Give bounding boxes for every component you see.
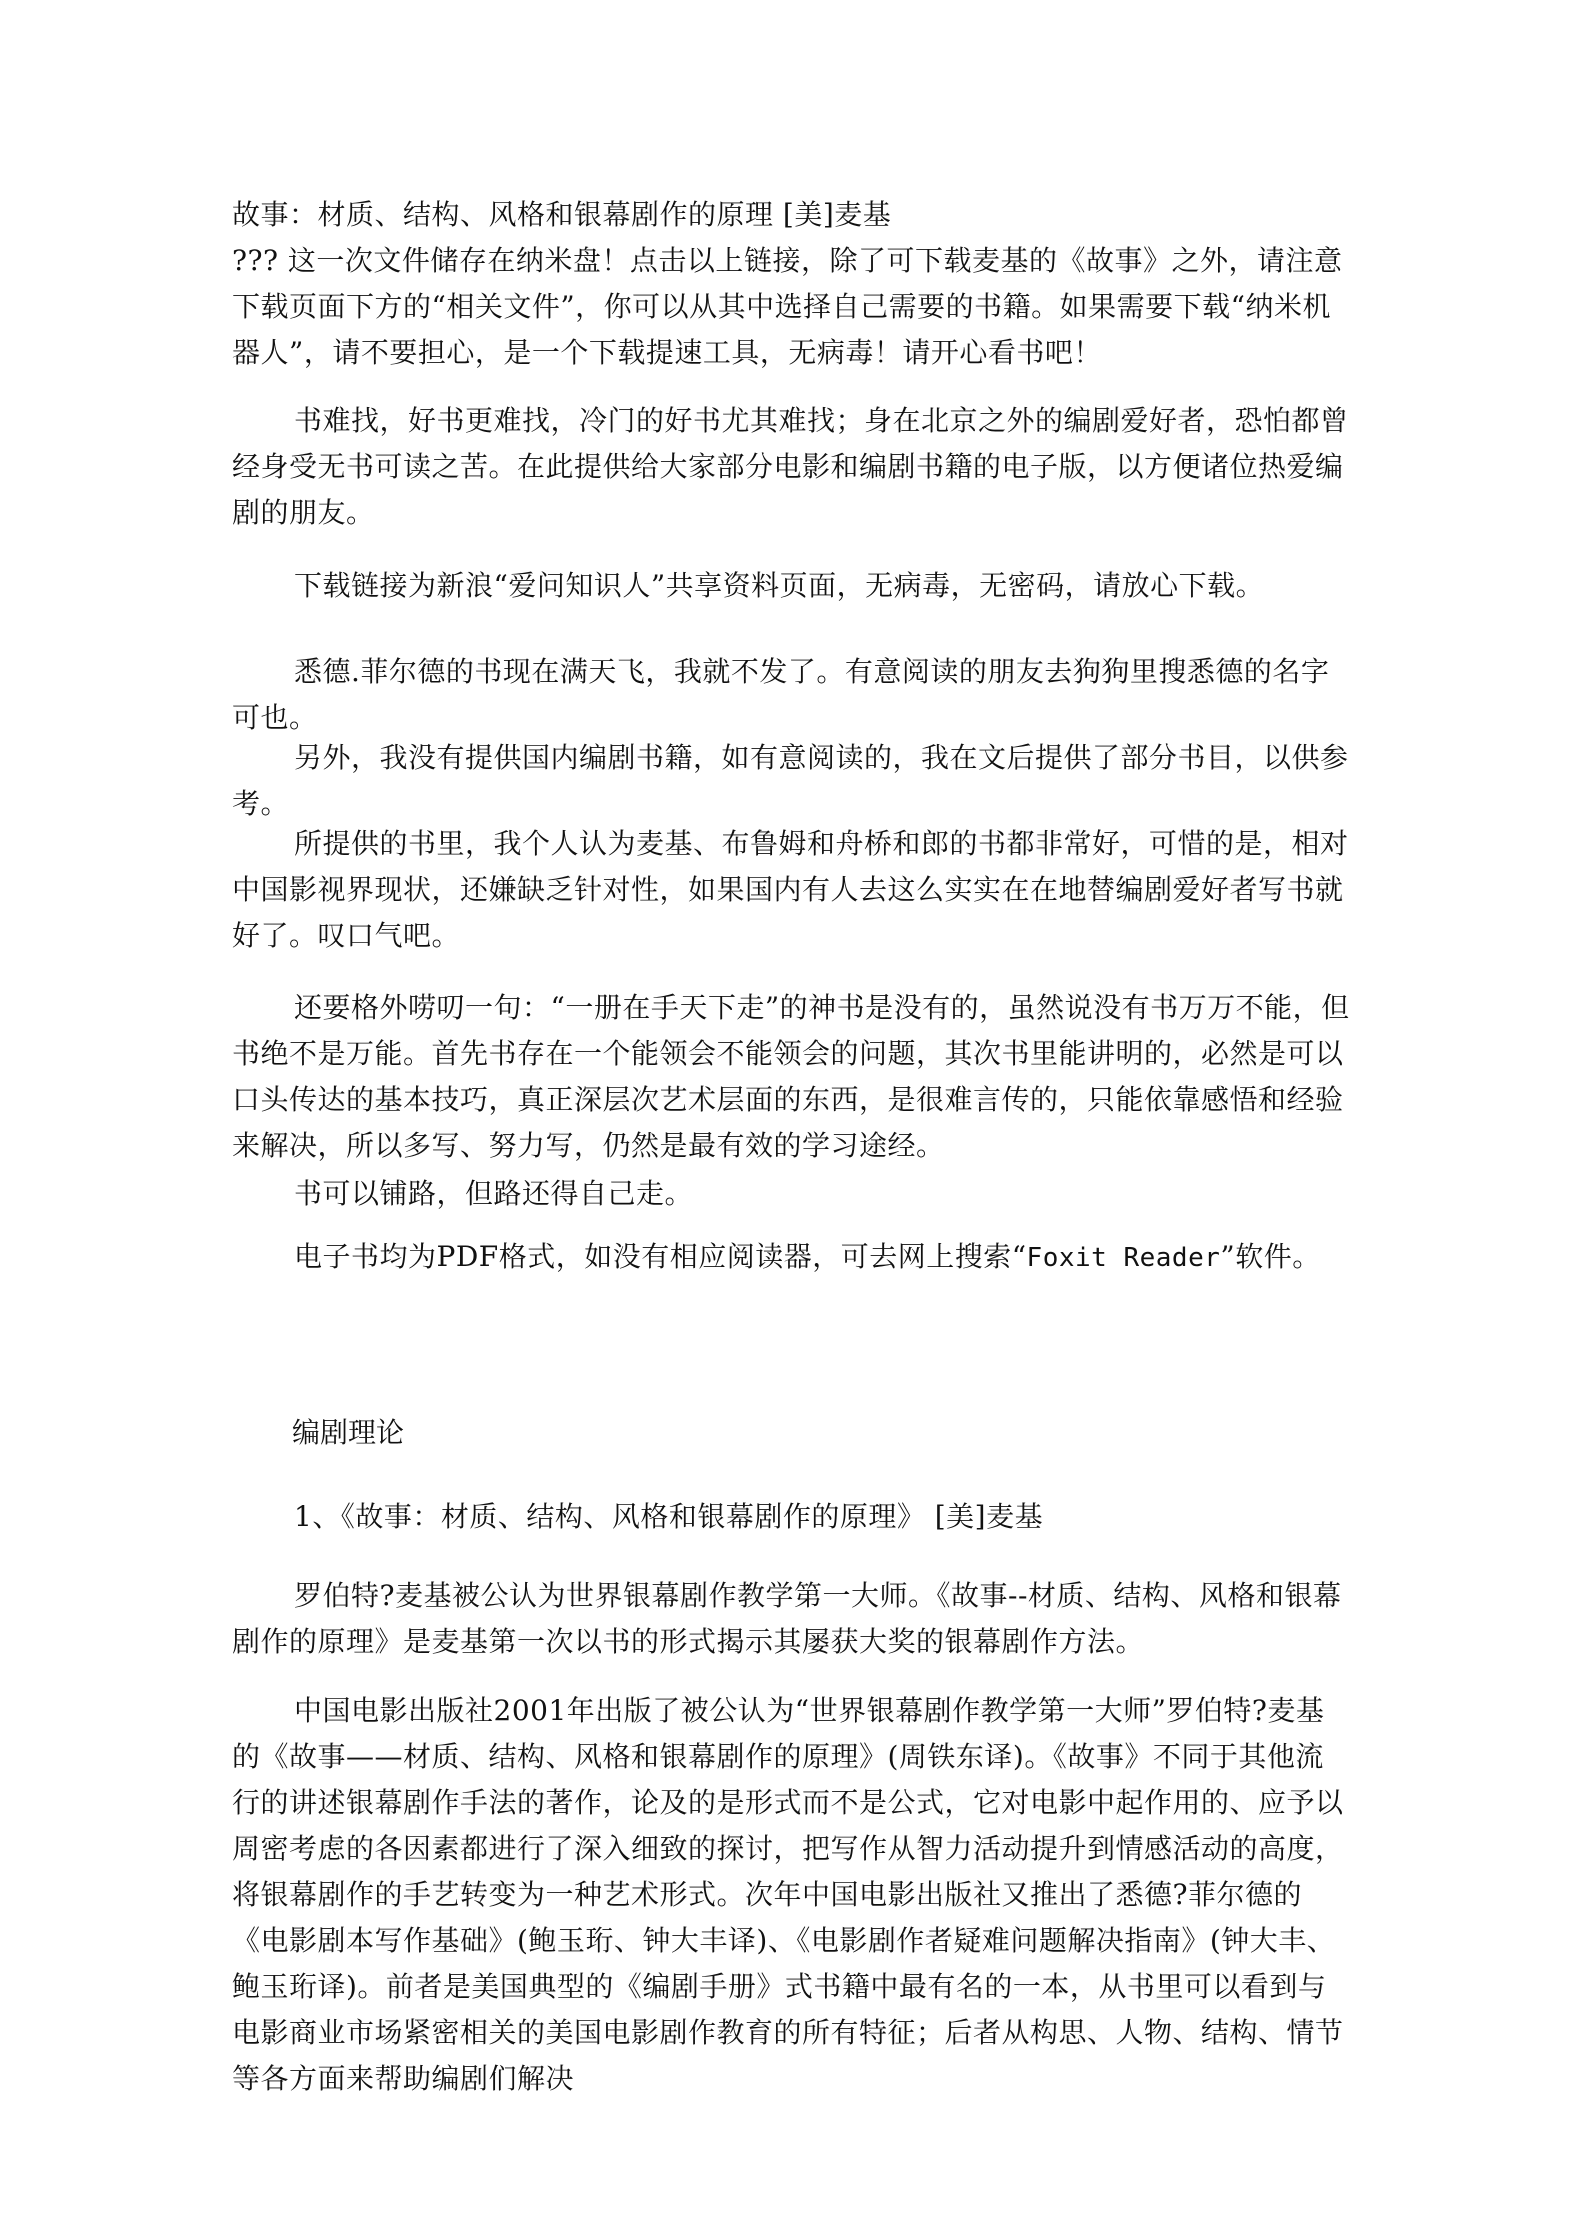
book-detail-paragraph: 中国电影出版社2001年出版了被公认为“世界银幕剧作教学第一大师”罗伯特?麦基的《故事——材质、结构、风格和银幕剧作的原理》(周铁东译)。《故事》不同于其他流行的讲述银幕剧作手法的著作，论及的是形式而不是公式，它对电影中起作用的、应予以周密考虑的各因素都进行了深入细致的探讨，把写作从智力活动提升到情感活动的高度，将银幕剧作的手艺转变为一种艺术形式。次年中国电影出版社又推出了悉德?菲尔德的《电影剧本写作基础》(鲍玉珩、钟大丰译)、《电影剧作者疑难问题解决指南》(钟大丰、鲍玉珩译)。前者是美国典型的《编剧手册》式书籍中最有名的一本，从书里可以看到与电影商业市场紧密相关的美国电影剧作教育的所有特征；后者从构思、人物、结构、情节等各方面来帮助编剧们解决	[232, 1694, 1344, 2095]
paragraph-syd-field: 悉德.菲尔德的书现在满天飞，我就不发了。有意阅读的朋友去狗狗里搜悉德的名字可也。	[232, 655, 1330, 734]
book-intro-paragraph: 罗伯特?麦基被公认为世界银幕剧作教学第一大师。《故事--材质、结构、风格和银幕剧作的原理》是麦基第一次以书的形式揭示其屡获大奖的银幕剧作方法。	[232, 1579, 1342, 1658]
section-heading: 编剧理论	[292, 1416, 405, 1449]
book-list-item: 1、《故事：材质、结构、风格和银幕剧作的原理》 [美]麦基	[294, 1500, 1044, 1533]
paragraph-ebook-format	[232, 1234, 1352, 1281]
paragraph-domestic-books: 另外，我没有提供国内编剧书籍，如有意阅读的，我在文后提供了部分书目，以供参考。	[232, 741, 1349, 820]
document-title: 故事：材质、结构、风格和银幕剧作的原理 [美]麦基	[232, 198, 892, 231]
ebook-note-before: 电子书均为PDF格式，如没有相应阅读器，可去网上搜索“	[294, 1240, 1027, 1273]
software-name: Foxit Reader	[1026, 1243, 1221, 1273]
paragraph-opinion: 所提供的书里，我个人认为麦基、布鲁姆和舟桥和郎的书都非常好，可惜的是，相对中国影视界现状，还嫌缺乏针对性，如果国内有人去这么实实在在地替编剧爱好者写书就好了。叹口气吧。	[232, 827, 1349, 952]
paragraph-pave-road: 书可以铺路，但路还得自己走。	[294, 1177, 694, 1210]
intro-paragraph: ??? 这一次文件储存在纳米盘！点击以上链接，除了可下载麦基的《故事》之外，请注意下载页面下方的“相关文件”，你可以从其中选择自己需要的书籍。如果需要下载“纳米机器人”，请不要担心，是一个下载提速工具，无病毒！请开心看书吧！	[232, 244, 1343, 369]
ebook-note-after: ”软件。	[1220, 1240, 1321, 1273]
paragraph-download-link: 下载链接为新浪“爱问知识人”共享资料页面，无病毒，无密码，请放心下载。	[294, 569, 1265, 602]
paragraph-book-scarcity: 书难找，好书更难找，冷门的好书尤其难找；身在北京之外的编剧爱好者，恐怕都曾经身受无书可读之苦。在此提供给大家部分电影和编剧书籍的电子版，以方便诸位热爱编剧的朋友。	[232, 404, 1349, 529]
paragraph-reminder: 还要格外唠叨一句：“一册在手天下走”的神书是没有的，虽然说没有书万万不能，但书绝不是万能。首先书存在一个能领会不能领会的问题，其次书里能讲明的，必然是可以口头传达的基本技巧，真正深层次艺术层面的东西，是很难言传的，只能依靠感悟和经验来解决，所以多写、努力写，仍然是最有效的学习途经。	[232, 991, 1350, 1162]
